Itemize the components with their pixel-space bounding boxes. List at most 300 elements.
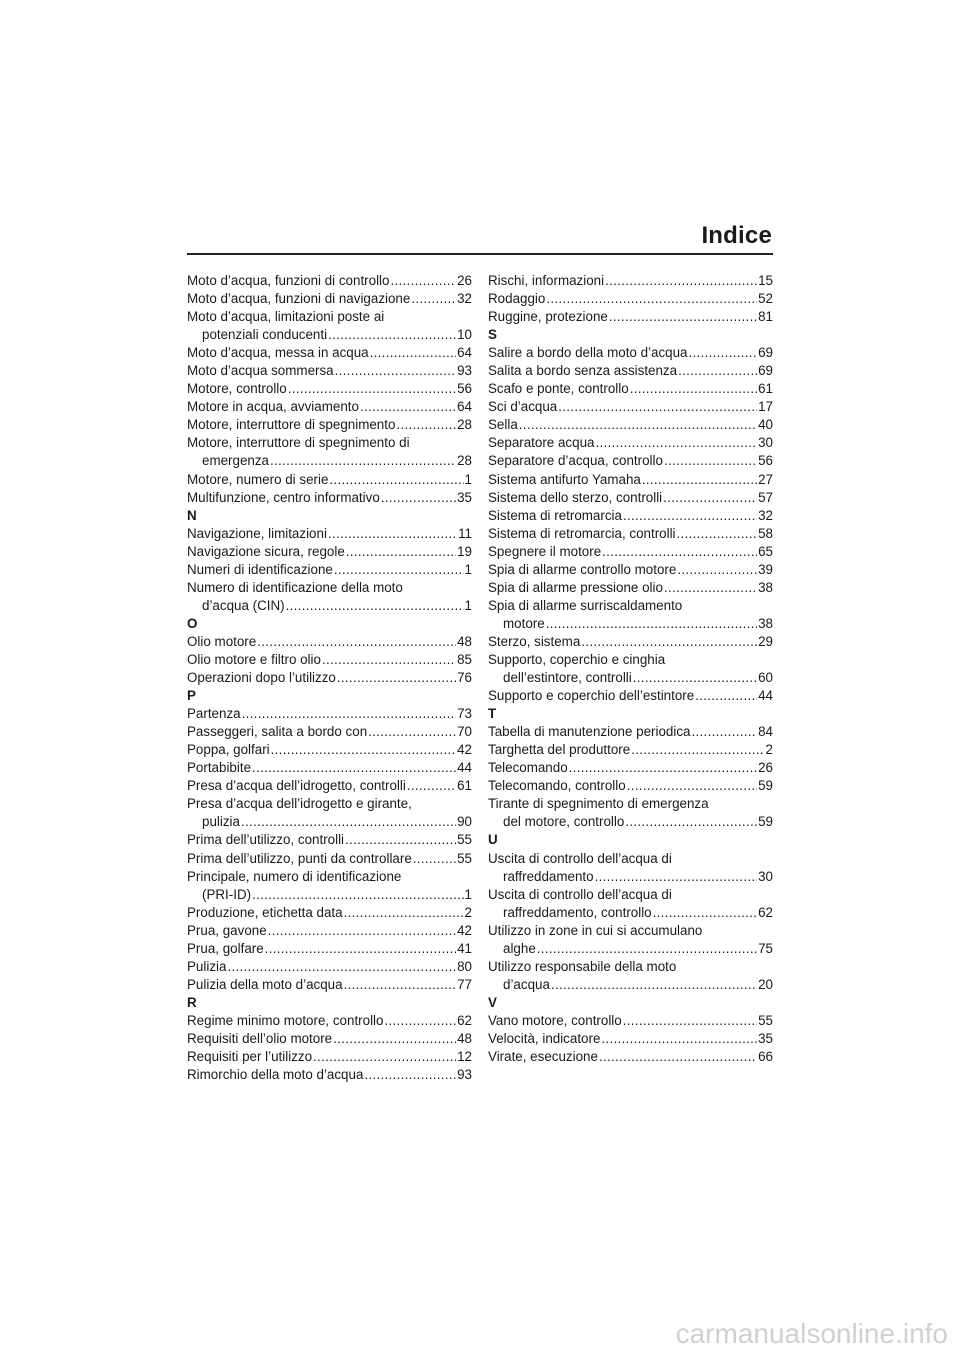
index-entry-line [488,543,773,561]
index-entry-line [187,344,472,362]
index-entry-line [187,597,472,615]
index-entry-line [488,633,773,651]
index-entry [187,308,472,344]
index-entry-line [488,687,773,705]
index-entry-line [488,272,773,290]
index-entry-text: Moto d’acqua sommersa [187,363,334,379]
index-entry-text: Olio motore e filtro olio [187,651,321,667]
index-entry-text: Principale, numero di identificazione [187,868,402,884]
index-entry [187,543,472,561]
index-entry-line [488,759,773,777]
index-entry [187,904,472,922]
index-entry [187,922,472,940]
dot-leader [333,1030,456,1048]
index-entry-text: (PRI-ID) [202,886,252,902]
index-page-number: 80 [457,958,472,974]
index-page-number: 73 [457,706,472,722]
title-rule [187,253,773,255]
index-entry-line [488,777,773,795]
index-entry-text: Presa d’acqua dell’idrogetto, controlli [187,778,406,794]
dot-leader [664,452,757,470]
index-entry [187,1012,472,1030]
dot-leader [602,543,757,561]
dot-leader [625,813,757,831]
dot-leader [695,687,757,705]
index-page-number: 27 [758,471,773,487]
index-entry-text: Prua, gavone [187,922,267,938]
dot-leader [268,922,456,940]
index-page-number: 64 [457,345,472,361]
index-entry [187,831,472,849]
index-entry-text: Prima dell’utilizzo, controlli [187,832,345,848]
index-section-letter: U [488,832,498,848]
index-entry-line [187,1048,472,1066]
index-entry [488,1012,773,1030]
index-entry [488,687,773,705]
index-entry-text: motore [503,615,545,631]
index-entry-line [187,759,472,777]
index-entry-line [187,904,472,922]
dot-leader [390,272,456,290]
index-page-number: 76 [457,670,472,686]
index-page-number: 55 [758,1012,773,1028]
index-entry [488,886,773,922]
dot-leader [677,561,757,579]
index-entry-line [488,1030,773,1048]
index-entry-line [187,290,472,308]
index-entry-line [187,976,472,994]
index-entry-text: Spia di allarme pressione olio [488,579,663,595]
index-page-number: 28 [457,453,472,469]
index-entry-line [187,489,472,507]
dot-leader [413,850,456,868]
index-entry-text: Pulizia [187,958,227,974]
index-entry-line [488,308,773,326]
index-entry [488,272,773,290]
index-section-letter: P [187,688,196,704]
index-column-left [187,272,472,1084]
index-entry-text: Salita a bordo senza assistenza [488,363,678,379]
index-entry [187,489,472,507]
index-entry [187,272,472,290]
index-page-number: 29 [758,633,773,649]
index-page-number: 11 [458,525,472,541]
index-entry-text: Velocità, indicatore [488,1030,601,1046]
index-entry-text: Poppa, golfari [187,742,270,758]
index-entry [488,958,773,994]
index-entry [187,434,472,470]
dot-leader [663,489,757,507]
index-entry [187,362,472,380]
dot-leader [381,489,456,507]
index-entry-line [488,741,773,759]
index-page-number: 85 [457,651,472,667]
index-page-number: 59 [758,814,773,830]
index-page-number: 1 [464,597,472,613]
dot-leader [653,904,757,922]
index-entry-line [187,380,472,398]
index-entry-text: Regime minimo motore, controllo [187,1012,384,1028]
index-entry-text: Utilizzo responsabile della moto [488,958,677,974]
index-column-right [488,272,773,1066]
index-entry [488,362,773,380]
index-entry [488,922,773,958]
index-page-number: 26 [758,760,773,776]
index-page-number: 2 [464,904,472,920]
index-entry-text: Uscita di controllo dell’acqua di [488,886,672,902]
index-entry-line [488,471,773,489]
index-entry [488,850,773,886]
dot-leader [337,669,456,687]
index-page-number: 30 [758,868,773,884]
dot-leader [252,759,456,777]
index-entry-text: Scafo e ponte, controllo [488,381,629,397]
index-entry-line [187,850,472,868]
index-section-letter: O [187,615,198,631]
dot-leader [609,308,757,326]
index-section-letter: V [488,994,497,1010]
index-entry-text: Partenza [187,706,241,722]
index-entry-text: Motore in acqua, avviamento [187,399,359,415]
index-page-number: 70 [457,724,472,740]
index-page-number: 56 [758,453,773,469]
dot-leader [270,452,456,470]
watermark: carmanualsonline.info [675,1318,948,1349]
index-entry [187,1030,472,1048]
dot-leader [328,326,456,344]
index-entry-text: Telecomando [488,760,568,776]
index-entry [187,633,472,651]
index-entry-line [488,362,773,380]
dot-leader [601,1030,757,1048]
index-entry-line [187,705,472,723]
dot-leader [335,362,456,380]
index-page-number: 62 [758,904,773,920]
index-entry-text: Utilizzo in zone in cui si accumulano [488,922,703,938]
index-entry-text: Sella [488,417,518,433]
index-entry-text: Multifunzione, centro informativo [187,489,380,505]
index-entry-text: Requisiti dell’olio motore [187,1030,333,1046]
dot-leader [599,1048,757,1066]
index-entry [488,543,773,561]
index-entry-text: Separatore acqua [488,435,595,451]
index-page-number: 77 [457,976,472,992]
dot-leader [271,741,456,759]
index-page-number: 65 [758,543,773,559]
index-entry-line [488,380,773,398]
index-entry-text: Motore, controllo [187,381,287,397]
index-page-number: 38 [758,579,773,595]
index-entry-line [187,326,472,344]
index-entry [187,958,472,976]
index-section-letter: R [187,994,197,1010]
index-entry-line [488,525,773,543]
index-entry [488,759,773,777]
index-entry-line [488,489,773,507]
index-entry [187,1048,472,1066]
index-entry-text: Prima dell’utilizzo, punti da controllare [187,850,412,866]
dot-leader [396,416,456,434]
index-entry-line [488,904,773,922]
index-entry-text: Prua, golfare [187,940,264,956]
index-entry-text: Sistema dello sterzo, controlli [488,489,663,505]
index-entry-text: emergenza [202,453,269,469]
index-entry-text: Numeri di identificazione [187,561,333,577]
index-page-number: 20 [758,976,773,992]
dot-leader [558,398,757,416]
dot-leader [605,272,757,290]
index-entry-line [488,813,773,831]
dot-leader [384,1012,456,1030]
index-entry-text: Presa d’acqua dell’idrogetto e girante, [187,796,412,812]
index-entry-text: Sterzo, sistema [488,633,581,649]
index-entry-text: raffreddamento, controllo [503,904,652,920]
index-entry-text: Rischi, informazioni [488,273,605,288]
index-page-number: 60 [758,670,773,686]
dot-leader [642,471,757,489]
index-entry-text: Virate, esecuzione [488,1049,598,1065]
dot-leader [241,813,456,831]
index-entry-text: Salire a bordo della moto d’acqua [488,345,688,361]
index-entry [488,525,773,543]
dot-leader [595,434,757,452]
index-entry-line [488,452,773,470]
index-entry-line [488,290,773,308]
index-entry [488,597,773,633]
index-entry-text: Requisiti per l’utilizzo [187,1049,313,1065]
index-entry [187,705,472,723]
index-entry-text: Supporto, coperchio e cinghia [488,651,666,667]
index-entry-text: Tabella di manutenzione periodica [488,724,691,740]
dot-leader [551,976,757,994]
index-page-number: 30 [758,435,773,451]
index-entry-text: Motore, interruttore di spegnimento [187,417,396,433]
index-entry [187,344,472,362]
index-entry-line [488,940,773,958]
index-section-letter: S [488,327,497,343]
index-page-number: 39 [758,561,773,577]
dot-leader [569,759,757,777]
index-page-number: 42 [457,742,472,758]
dot-leader [252,886,463,904]
index-entry-line [187,1030,472,1048]
index-entry-text: Sistema antifurto Yamaha [488,471,641,487]
index-entry [187,651,472,669]
index-entry-line [187,525,472,543]
dot-leader [633,669,757,687]
index-entry-text: Supporto e coperchio dell’estintore [488,688,695,704]
index-page-number: 66 [758,1049,773,1065]
index-entry-text: Moto d’acqua, funzioni di controllo [187,273,390,288]
index-entry [488,398,773,416]
index-entry-line [187,416,472,434]
index-page-number: 32 [758,507,773,523]
index-page-number: 69 [758,345,773,361]
index-entry [187,777,472,795]
index-entry [488,380,773,398]
index-entry-text: Motore, interruttore di spegnimento di [187,435,410,451]
dot-leader [329,471,463,489]
index-entry-text: Rimorchio della moto d’acqua [187,1067,364,1083]
index-page-number: 58 [758,525,773,541]
index-page-number: 61 [457,778,472,794]
index-entry-text: dell’estintore, controlli [503,670,632,686]
index-entry [488,561,773,579]
dot-leader [623,1012,757,1030]
dot-leader [546,615,757,633]
index-entry [187,759,472,777]
index-entry [488,633,773,651]
index-page-number: 44 [457,760,472,776]
index-entry [488,452,773,470]
dot-leader [546,290,757,308]
index-page-number: 38 [758,615,773,631]
index-page-number: 32 [457,291,472,307]
index-entry-line [488,507,773,525]
index-entry-line [488,579,773,597]
index-page-number: 61 [758,381,773,397]
dot-leader [322,651,456,669]
index-entry-line [187,741,472,759]
dot-leader [265,940,456,958]
index-entry-line [488,1012,773,1030]
dot-leader [664,579,757,597]
index-entry-line [187,651,472,669]
dot-leader [370,344,456,362]
index-entry-text: Olio motore [187,633,257,649]
index-entry-line [488,615,773,633]
index-entry-line [488,434,773,452]
index-entry-line [187,940,472,958]
index-entry-line [187,543,472,561]
index-entry-line [187,813,472,831]
index-entry-text: Spia di allarme surriscaldamento [488,597,683,613]
index-page-number: 64 [457,399,472,415]
index-entry-text: Navigazione sicura, regole [187,543,345,559]
index-entry [488,434,773,452]
index-entry [187,940,472,958]
index-entry-text: Motore, numero di serie [187,471,329,487]
index-entry-line [488,398,773,416]
dot-leader [345,831,456,849]
index-entry [187,976,472,994]
index-entry-text: Spegnere il motore [488,543,602,559]
index-entry-text: pulizia [202,814,240,830]
index-entry-line [187,362,472,380]
dot-leader [328,525,457,543]
dot-leader [344,904,464,922]
dot-leader [623,507,757,525]
index-page-number: 2 [765,742,773,758]
index-page-number: 90 [457,814,472,830]
dot-leader [595,868,758,886]
dot-leader [537,940,757,958]
index-entry-text: Numero di identificazione della moto [187,579,403,595]
index-page-number: 59 [758,778,773,794]
index-entry [187,1066,472,1084]
dot-leader [288,380,456,398]
dot-leader [677,525,758,543]
index-page-number: 1 [464,471,472,487]
index-entry [187,290,472,308]
index-entry-text: Targhetta del produttore [488,742,631,758]
index-entry [187,868,472,904]
index-entry-text: Moto d’acqua, limitazioni poste ai [187,309,385,325]
index-entry [187,723,472,741]
index-page-number: 12 [457,1049,472,1065]
index-entry-text: Separatore d’acqua, controllo [488,453,663,469]
dot-leader [334,561,464,579]
index-entry-line [187,452,472,470]
index-page-number: 56 [457,381,472,397]
index-page-number: 19 [457,543,472,559]
index-entry-text: Ruggine, protezione [488,309,608,325]
index-entry-line [187,777,472,795]
index-page-number: 42 [457,922,472,938]
index-entry-line [187,886,472,904]
index-entry-line [488,868,773,886]
index-entry-line [488,723,773,741]
index-entry [187,850,472,868]
index-entry-text: Vano motore, controllo [488,1012,622,1028]
index-entry-line [187,922,472,940]
index-page-number: 48 [457,633,472,649]
dot-leader [689,344,758,362]
index-page-number: 15 [758,273,773,288]
index-entry-line [187,958,472,976]
index-entry-text: del motore, controllo [503,814,625,830]
index-entry-line [488,561,773,579]
dot-leader [630,380,757,398]
dot-leader [242,705,456,723]
dot-leader [313,1048,456,1066]
index-entry-text: d’acqua [503,976,550,992]
index-page-number: 1 [464,561,472,577]
index-entry [187,795,472,831]
index-entry [488,1048,773,1066]
index-page-number: 55 [457,850,472,866]
dot-leader [411,290,456,308]
index-page-number: 26 [457,273,472,288]
index-entry [187,669,472,687]
index-page-number: 93 [457,1067,472,1083]
dot-leader [346,543,456,561]
index-entry [488,290,773,308]
dot-leader [581,633,757,651]
dot-leader [627,777,757,795]
index-entry-text: Portabibite [187,760,252,776]
index-entry-text: Uscita di controllo dell’acqua di [488,850,672,866]
dot-leader [364,1066,456,1084]
index-entry-text: Produzione, etichetta data [187,904,343,920]
dot-leader [407,777,456,795]
index-entry-text: Moto d’acqua, funzioni di navigazione [187,291,411,307]
index-page-number: 35 [758,1030,773,1046]
dot-leader [678,362,757,380]
index-entry [187,398,472,416]
index-entry-line [488,976,773,994]
page-title: Indice [701,222,772,249]
index-entry-line [488,669,773,687]
dot-leader [227,958,456,976]
index-page-number: 52 [758,291,773,307]
index-entry-text: alghe [503,940,536,956]
index-entry-text: Operazioni dopo l’utilizzo [187,670,336,686]
index-page-number: 75 [758,940,773,956]
index-page-number: 10 [457,327,472,343]
index-entry [488,308,773,326]
index-entry [488,489,773,507]
